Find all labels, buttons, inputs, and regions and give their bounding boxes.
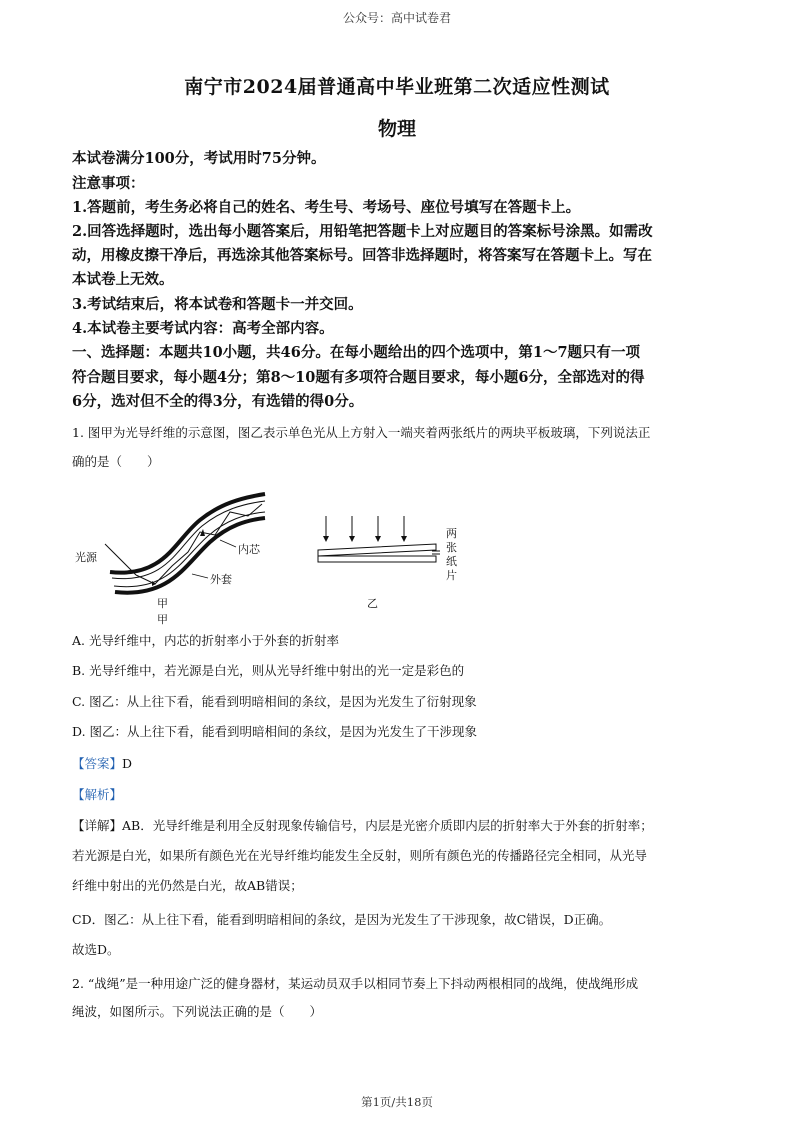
section-heading: 6分，选对但不全的得3分，有选错的得0分。 [72,393,364,410]
question-2-stem: 2. “战绳”是一种用途广泛的健身器材，某运动员双手以相同节奏上下抖动两根相同的战绳，使战绳形成 [72,976,639,991]
option-a: A. 光导纤维中，内芯的折射率小于外套的折射率 [72,633,339,648]
header-source: 公众号：高中试卷君 [342,11,451,25]
section-heading: 符合题目要求，每小题4分；第8～10题有多项符合题目要求，每小题6分，全部选对的得 [72,369,645,386]
question-1-stem: 确的是（ ） [72,454,160,469]
detail-line: 【详解】AB．光导纤维是利用全反射现象传输信号，内层是光密介质即内层的折射率大于外套的折射率； [72,818,653,833]
answer-line [72,754,132,774]
question-1-stem: 1. 图甲为光导纤维的示意图，图乙表示单色光从上方射入一端夹着两张纸片的两块平板玻璃，下列说法正 [72,425,651,440]
detail-line: 纤维中射出的光仍然是白光，故AB错误； [72,878,303,893]
instruction-line: 注意事项： [72,175,145,192]
option-b: B. 光导纤维中，若光源是白光，则从光导纤维中射出的光一定是彩色的 [72,663,465,678]
detail-line: 故选D。 [72,942,120,957]
instruction-line: 本试卷满分100分，考试用时75分钟。 [72,150,326,167]
answer-value: D [122,756,133,771]
instruction-line: 本试卷上无效。 [72,271,174,288]
analysis-tag: 【解析】 [72,787,123,802]
exam-title: 南宁市2024届普通高中毕业班第二次适应性测试 [184,76,610,98]
fiber-light-source-label: 光源 [75,551,97,564]
option-c: C. 图乙：从上往下看，能看到明暗相间的条纹，是因为光发生了衍射现象 [72,694,477,709]
subject-title: 物理 [377,118,416,140]
instruction-line: 3.考试结束后，将本试卷和答题卡一并交回。 [72,296,363,313]
instruction-line: 2.回答选择题时，选出每小题答案后，用铅笔把答题卡上对应题目的答案标号涂黑。如需改 [72,223,653,240]
question-2-stem: 绳波，如图所示。下列说法正确的是（ ） [72,1004,323,1019]
fiber-cladding-label: 外套 [210,573,232,586]
section-heading: 一、选择题：本题共10小题，共46分。在每小题给出的四个选项中，第1～7题只有一项 [72,344,641,361]
figure-jia-caption: 甲 [157,597,168,610]
paper-label: 两 张 纸 片 [446,527,457,582]
wedge-film-figure [310,510,450,580]
fiber-core-label: 内芯 [238,543,260,556]
figure-jia-caption: 甲 [157,613,168,626]
page-number: 第1页/共18页 [361,1095,433,1109]
option-d: D. 图乙：从上往下看，能看到明暗相间的条纹，是因为光发生了干涉现象 [72,724,478,739]
instruction-line: 4.本试卷主要考试内容：高考全部内容。 [72,320,334,337]
instruction-line: 动，用橡皮擦干净后，再选涂其他答案标号。回答非选择题时，将答案写在答题卡上。写在 [72,247,652,264]
instruction-line: 1.答题前，考生务必将自己的姓名、考生号、考场号、座位号填写在答题卡上。 [72,199,581,216]
answer-tag: 【答案】 [72,756,123,771]
detail-line: CD．图乙：从上往下看，能看到明暗相间的条纹，是因为光发生了干涉现象，故C错误，D正确。 [72,912,612,927]
detail-line: 若光源是白光，如果所有颜色光在光导纤维均能发生全反射，则所有颜色光的传播路径完全相同，从光导 [72,848,648,863]
figure-yi-caption: 乙 [367,597,378,610]
